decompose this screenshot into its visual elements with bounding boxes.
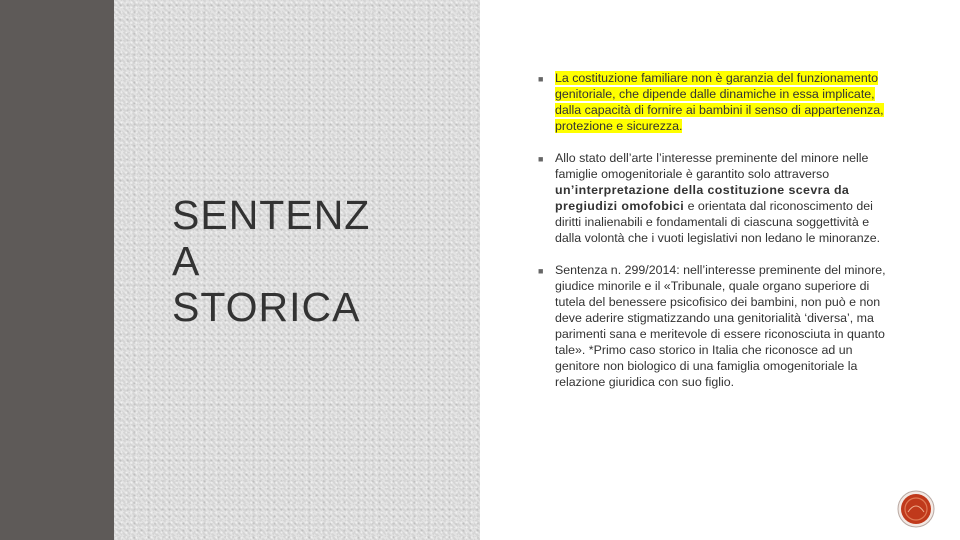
bullet-text-after: e orientata dal riconoscimento dei diritti inalienabili e fondamentali di ciascuna soggettività e dalla volontà che i vuoti legislativi non ledano le minoranze. bbox=[555, 199, 881, 245]
left-dark-bar bbox=[0, 0, 114, 540]
bullet-item-1 bbox=[536, 70, 886, 134]
bullet-text-bold: un’interpretazione della costituzione scevra da pregiudizi omofobici bbox=[555, 183, 850, 213]
bullet-text-before: Allo stato dell’arte l’interesse preminente del minore nelle famiglie omogenitoriale è garantito solo attraverso bbox=[555, 151, 869, 181]
bullet-item-3 bbox=[536, 262, 886, 390]
square-bullet-icon: ■ bbox=[538, 266, 544, 276]
bullet-list bbox=[536, 70, 886, 406]
title-line-1: SENTENZ bbox=[172, 192, 371, 238]
decorative-emblem-icon bbox=[897, 490, 935, 528]
square-bullet-icon: ■ bbox=[538, 154, 544, 164]
title-line-2: A bbox=[172, 238, 201, 284]
square-bullet-icon: ■ bbox=[538, 74, 544, 84]
highlighted-text: La costituzione familiare non è garanzia del funzionamento genitoriale, che dipende dalle dinamiche in essa implicate, dalla capacità di fornire ai bambini il senso di appartenenza, protezione e sicurezza. bbox=[555, 71, 884, 133]
bullet-text: Sentenza n. 299/2014: nell’interesse preminente del minore, giudice minorile e il «Tribunale, quale organo superiore di tutela del benessere psicofisico dei bambini, non può e non deve aderire stigmatizzando una genitorialità ‘diversa’, ma parimenti sana e meritevole di essere riconosciuta in quanto tale». *Primo caso storico in Italia che riconosce ad un genitore non biologico di una famiglia omogenitoriale la relazione giuridica con suo figlio. bbox=[555, 263, 886, 389]
bullet-item-2 bbox=[536, 150, 886, 246]
title-line-3: STORICA bbox=[172, 284, 361, 330]
slide-title bbox=[172, 192, 412, 330]
